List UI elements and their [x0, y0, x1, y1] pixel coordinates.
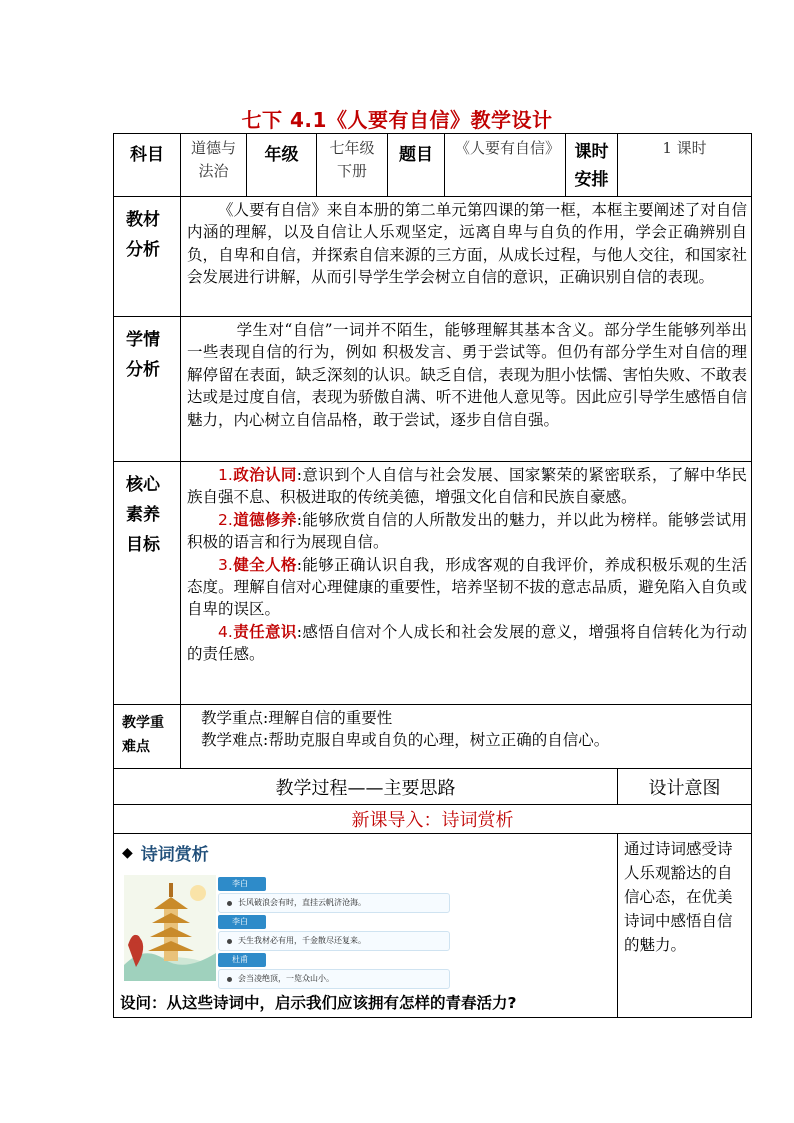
topic-label: 题目 — [388, 134, 445, 197]
grade-value: 七年级下册 — [317, 134, 388, 197]
poem-author: 李白 — [218, 915, 266, 929]
poem-slide — [114, 865, 617, 989]
process-header: 教学过程——主要思路 — [114, 769, 618, 805]
hours-value: 1 课时 — [618, 134, 752, 197]
subject-value: 道德与法治 — [181, 134, 247, 197]
key-points-label: 教学重难点 — [114, 705, 181, 769]
design-intent-text: 通过诗词感受诗人乐观豁达的自信心态，在优美诗词中感悟自信的魅力。 — [618, 834, 752, 1018]
grade-label: 年级 — [247, 134, 317, 197]
poem-cell — [114, 834, 618, 1018]
teaching-difficulty: 教学难点:帮助克服自卑或自负的心理，树立正确的自信心。 — [201, 731, 610, 750]
core-goals-list — [181, 462, 752, 705]
intent-header: 设计意图 — [618, 769, 752, 805]
hours-label: 课时安排 — [566, 134, 618, 197]
key-points-text — [181, 705, 752, 769]
poem-author: 杜甫 — [218, 953, 266, 967]
goal-item: 4.责任意识:感悟自信对个人成长和社会发展的意义，增强将自信转化为行动的责任感。 — [187, 622, 747, 664]
diamond-bullet-icon: ◆ — [122, 844, 133, 861]
section-title: 新课导入：诗词赏析 — [114, 805, 752, 834]
poem-line: 长风破浪会有时，直挂云帆济沧海。 — [238, 898, 366, 907]
subject-label: 科目 — [114, 134, 181, 197]
core-goals-label: 核心素养目标 — [114, 462, 181, 705]
bullet-dot-icon — [227, 901, 232, 906]
poem-card — [218, 871, 450, 913]
bullet-dot-icon — [227, 977, 232, 982]
topic-value: 《人要有自信》 — [445, 134, 566, 197]
poem-line: 会当凌绝顶，一览众山小。 — [238, 974, 334, 983]
lesson-plan-table — [113, 133, 751, 1018]
pagoda-illustration-icon — [124, 875, 216, 981]
teaching-focus: 教学重点:理解自信的重要性 — [201, 709, 393, 727]
poem-heading: ◆ 诗词赏析 — [122, 844, 209, 865]
page-title: 七下 4.1《人要有自信》教学设计 — [241, 108, 553, 132]
poem-card — [218, 947, 450, 989]
textbook-analysis-text: 《人要有自信》来自本册的第二单元第四课的第一框，本框主要阐述了对自信内涵的理解，以及自信让人乐观坚定，远离自卑与自负的作用，学会正确辨别自负，自卑和自信，并探索自信来源的三方面，从成长过程，与他人交往，和国家社会发展进行讲解，从而引导学生学会树立自信的意识，正确识别自信的表现。 — [181, 197, 752, 317]
textbook-analysis-label: 教材分析 — [114, 197, 181, 317]
poem-card — [218, 909, 450, 951]
goal-item: 2.道德修养:能够欣赏自信的人所散发出的魅力，并以此为榜样。能够尝试用积极的语言和行为展现自信。 — [187, 510, 747, 552]
discussion-question: 设问：从这些诗词中，启示我们应该拥有怎样的青春活力? — [120, 994, 517, 1012]
goal-item: 3.健全人格:能够正确认识自我，形成客观的自我评价，养成积极乐观的生活态度。理解自信对心理健康的重要性，培养坚韧不拔的意志品质，避免陷入自负或自卑的误区。 — [187, 555, 747, 619]
goal-item: 1.政治认同:意识到个人自信与社会发展、国家繁荣的紧密联系，了解中华民族自强不息、积极进取的传统美德，增强文化自信和民族自豪感。 — [187, 466, 747, 507]
poem-line: 天生我材必有用，千金散尽还复来。 — [238, 936, 366, 945]
poem-author: 李白 — [218, 877, 266, 891]
student-analysis-text: 学生对“自信”一词并不陌生，能够理解其基本含义。部分学生能够列举出一些表现自信的行为，例如 积极发言、勇于尝试等。但仍有部分学生对自信的理解停留在表面，缺乏深刻的认识。缺乏自信，表现为胆小怯懦、害怕失败、不敢表达或是过度自信，表现为骄傲自满、听不进他人意见等。因此应引导学生感悟自信魅力，内心树立自信品格，敢于尝试，逐步自信自强。 — [181, 317, 752, 462]
bullet-dot-icon — [227, 939, 232, 944]
student-analysis-label: 学情分析 — [114, 317, 181, 462]
